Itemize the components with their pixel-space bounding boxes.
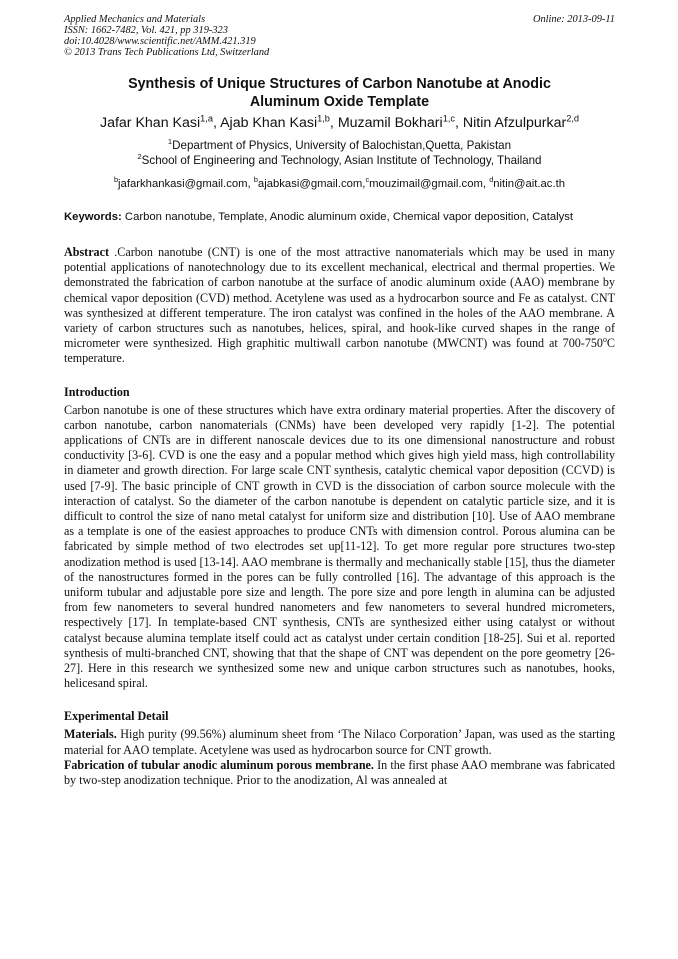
paper-page [64, 14, 615, 788]
journal-copyright: © 2013 Trans Tech Publications Ltd, Switzerland [64, 47, 270, 58]
journal-header [64, 14, 615, 58]
author-name: Jafar Khan Kasi [99, 115, 201, 131]
email-mark: b [113, 175, 119, 185]
fabrication-label: Fabrication of tubular anodic aluminum porous membrane. [64, 757, 374, 772]
author-name: Ajab Khan Kasi [220, 115, 318, 131]
introduction-paragraph: Carbon nanotube is one of these structures which have extra ordinary material properties. After the discovery of carbon nanotube, carbon nanomaterials (CNMs) have been developed very rapidly [1-2]. The potential applications of CNTs are in different nanoscale devices due to its one dimensional nanostructure and robust conductivity [3-6]. CVD is one the easy and a popular method which gives high yield mass, high controllability in diameter and growth direction. For large scale CNT synthesis, catalytic chemical vapor deposition (CCVD) is used [7-9]. The basic principle of CNT growth in CVD is the dissociation of carbon source molecule with the interaction of catalyst. So the diameter of the carbon nanotube is dependent on catalytic particle size, and it is difficult to control the size of nano metal catalyst for uniform size and distribution [10]. Use of AAO membrane as a template is one of the easiest approaches to produce CNTs with dimension control. Porous alumina can be fabricated by simple method of two electrodes set up[11-12]. To get more regular pore structures two-step anodization method is used [13-14]. AAO membrane is thermally and mechanically stable [15], thus the diameter of the nanostructures formed in the pores can be fully controlled [16]. The advantage of this approach is the uniform tubular and adjustable pore size and length. The pore size and pore length in alumina can be adjusted from few nanometers to several hundred nanometers and few nanometers to several hundred micrometers, respectively [17]. In template-based CNT synthesis, CNTs are synthesized either using catalyst or without catalyst because alumina template itself could act as catalyst under certain condition [18-25]. Sui et al. reported synthesis of multi-branched CNT, showing that that the shape of CNT was dependent on the pore geometry [26-27]. Here in this research we synthesized some new and unique carbon structures such as nanotubes, hooks, helicesand spiral. [64, 402, 615, 691]
title-line-2: Aluminum Oxide Template [249, 94, 430, 110]
online-date: Online: 2013-09-11 [532, 14, 615, 25]
author-affiliation-mark: 2,d [566, 113, 580, 124]
materials-text: High purity (99.56%) aluminum sheet from ‘The Nilaco Corporation’ Japan, was used as the starting material for AAO template. Acetylene was used as hydrocarbon source for CNT growth. [64, 727, 615, 757]
affiliation-text: School of Engineering and Technology, Asian Institute of Technology, Thailand [141, 154, 542, 167]
author-affiliation-mark: 1,c [442, 113, 455, 124]
materials-label: Materials. [64, 727, 117, 742]
fabrication-text: In the first phase AAO membrane was fabricated by two-step anodization technique. Prior to the anodization, Al was annealed at [64, 757, 616, 788]
email-address: jafarkhankasi@gmail.com, [118, 178, 254, 190]
affiliations [64, 138, 615, 168]
email-address: ajabkasi@gmail.com, [257, 178, 366, 190]
title-line-1: Synthesis of Unique Structures of Carbon Nanotube at Anodic [128, 76, 551, 92]
keywords [64, 210, 615, 225]
author-affiliation-mark: 1,a [200, 113, 213, 124]
fabrication-paragraph [64, 758, 615, 788]
author-separator: , [455, 115, 463, 131]
abstract-text: .Carbon nanotube (CNT) is one of the most attractive nanomaterials which may be used in many potential applications of nanotechnology due to its excellent mechanical, electrical and thermal properties. We demonstrated the fabrication of carbon nanotube at the surface of anodic aluminum oxide (AAO) membrane by chemical vapor deposition (CVD) method. Acetylene was used as a hydrocarbon source and Fe as catalyst. CNT was synthesized at different temperature. The iron catalyst was confined in the holes of the AAO membrane. A variety of carbon structures such as nanotubes, helices, spiral, and hook-like curved shapes in the range of micrometer were synthesized. High graphitic multiwall carbon nanotube (MWCNT) was found at 700-750 [64, 245, 615, 351]
email-mark: c [365, 175, 370, 185]
affiliation-line [64, 138, 615, 153]
email-mark: b [253, 175, 258, 185]
abstract-label: Abstract [64, 245, 110, 259]
author-list [64, 114, 615, 132]
author-affiliation-mark: 1,b [317, 113, 330, 124]
abstract [64, 245, 615, 367]
journal-doi: doi:10.4028/www.scientific.net/AMM.421.319 [64, 36, 256, 47]
email-address: nitin@ait.ac.th [493, 178, 566, 190]
author-name: Muzamil Bokhari [337, 115, 443, 131]
keywords-label: Keywords: [64, 211, 122, 223]
author-emails [64, 177, 615, 191]
paper-title [64, 75, 615, 111]
affiliation-line [64, 153, 615, 168]
abstract-text-end: C temperature. [64, 336, 615, 366]
keywords-text: Carbon nanotube, Template, Anodic aluminum oxide, Chemical vapor deposition, Catalyst [121, 211, 574, 223]
email-mark: d [489, 175, 494, 185]
section-heading-experimental: Experimental Detail [64, 709, 169, 724]
affiliation-text: Department of Physics, University of Balochistan,Quetta, Pakistan [172, 139, 512, 152]
email-address: mouzimail@gmail.com, [369, 178, 490, 190]
degree-mark: o [602, 335, 607, 345]
materials-paragraph [64, 727, 615, 757]
affiliation-mark: 2 [137, 152, 142, 162]
author-name: Nitin Afzulpurkar [462, 115, 567, 131]
section-heading-introduction: Introduction [64, 384, 130, 399]
journal-issn: ISSN: 1662-7482, Vol. 421, pp 319-323 [64, 25, 228, 36]
journal-name: Applied Mechanics and Materials [64, 14, 206, 25]
author-separator: , [329, 115, 338, 131]
author-separator: , [212, 115, 221, 131]
affiliation-mark: 1 [167, 137, 173, 147]
